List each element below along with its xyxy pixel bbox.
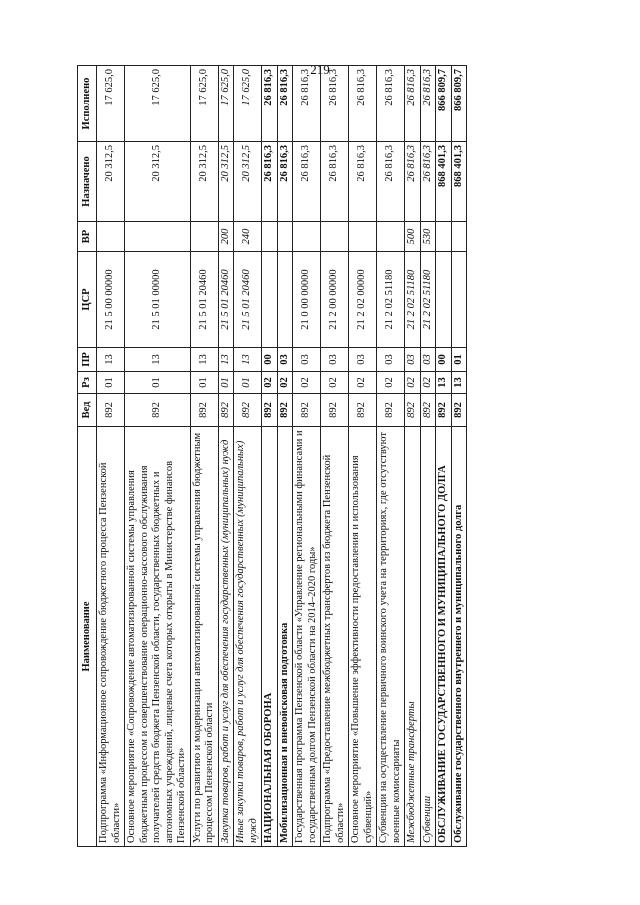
cell-name: Подпрограмма «Предоставление межбюджетных трансфертов из бюджета Пензенской области» [321,427,349,847]
table-row [349,66,377,847]
cell-vr [293,222,321,252]
cell-vr: 500 [405,222,421,252]
cell-name: Основное мероприятие «Сопровождение автоматизированной системы управления бюджетным процессом и совершенствование операционно-кассового обслуживания получателей средств бюджета Пензенской области, государственных бюджетных и автономных учреждений, лицевые счета которых открыты в Министерстве финансов Пензенской области» [125,427,191,847]
cell-rz: 01 [218,372,234,394]
table-row [125,66,191,847]
header-row [78,66,97,847]
cell-ved: 892 [451,394,467,427]
cell-executed: 17 625,0 [125,66,191,142]
cell-rz: 02 [293,372,321,394]
cell-assigned: 26 816,3 [262,142,278,222]
cell-executed: 17 625,0 [218,66,234,142]
cell-pr: 13 [218,348,234,372]
cell-executed: 26 816,3 [377,66,405,142]
table-row [277,66,293,847]
cell-rz: 13 [451,372,467,394]
cell-pr: 00 [436,348,452,372]
cell-executed: 26 816,3 [420,66,436,142]
cell-csr: 21 2 02 51180 [405,252,421,348]
cell-pr: 03 [405,348,421,372]
cell-executed: 26 816,3 [277,66,293,142]
table-row [321,66,349,847]
cell-executed: 26 816,3 [349,66,377,142]
cell-pr: 03 [349,348,377,372]
cell-ved: 892 [277,394,293,427]
cell-ved: 892 [436,394,452,427]
cell-pr: 03 [321,348,349,372]
col-header-assigned: Назначено [78,142,97,222]
cell-executed: 17 625,0 [190,66,218,142]
cell-csr [436,252,452,348]
cell-rz: 01 [97,372,125,394]
col-header-name: Наименование [78,427,97,847]
cell-csr: 21 2 00 00000 [321,252,349,348]
cell-vr [436,222,452,252]
cell-csr: 21 5 01 20460 [234,252,262,348]
table-body [97,66,467,847]
cell-rz: 02 [420,372,436,394]
cell-ved: 892 [420,394,436,427]
cell-name: Иные закупки товаров, работ и услуг для обеспечения государственных (муниципальных) нужд [234,427,262,847]
cell-csr [451,252,467,348]
table-row [293,66,321,847]
cell-executed: 26 816,3 [405,66,421,142]
cell-rz: 01 [234,372,262,394]
cell-executed: 866 809,7 [436,66,452,142]
cell-csr [277,252,293,348]
cell-pr: 03 [377,348,405,372]
cell-executed: 26 816,3 [262,66,278,142]
cell-rz: 02 [349,372,377,394]
cell-name: Межбюджетные трансферты [405,427,421,847]
cell-assigned: 26 816,3 [277,142,293,222]
cell-ved: 892 [97,394,125,427]
cell-rz: 02 [277,372,293,394]
table-row [190,66,218,847]
cell-rz: 02 [262,372,278,394]
cell-vr: 240 [234,222,262,252]
cell-csr: 21 5 00 00000 [97,252,125,348]
cell-pr: 01 [451,348,467,372]
cell-csr: 21 5 01 20460 [190,252,218,348]
cell-vr [349,222,377,252]
table-row [377,66,405,847]
cell-rz: 01 [190,372,218,394]
cell-vr [377,222,405,252]
cell-csr: 21 5 01 00000 [125,252,191,348]
cell-ved: 892 [293,394,321,427]
cell-vr [451,222,467,252]
cell-assigned: 20 312,5 [125,142,191,222]
cell-pr: 13 [190,348,218,372]
cell-rz: 02 [377,372,405,394]
cell-assigned: 26 816,3 [420,142,436,222]
cell-csr [262,252,278,348]
cell-ved: 892 [218,394,234,427]
cell-name: Государственная программа Пензенской области «Управление региональными финансами и государственным долгом Пензенской области на 2014–2020 годы» [293,427,321,847]
cell-name: Субвенции на осуществление первичного воинского учета на территориях, где отсутствуют военные комиссариаты [377,427,405,847]
cell-ved: 892 [377,394,405,427]
cell-assigned: 26 816,3 [321,142,349,222]
cell-assigned: 868 401,3 [451,142,467,222]
col-header-executed: Исполнено [78,66,97,142]
table-row [420,66,436,847]
rotated-table-area [77,66,564,847]
cell-executed: 866 809,7 [451,66,467,142]
cell-executed: 26 816,3 [321,66,349,142]
cell-vr [277,222,293,252]
cell-assigned: 26 816,3 [349,142,377,222]
cell-executed: 17 625,0 [234,66,262,142]
cell-ved: 892 [190,394,218,427]
cell-name: Закупка товаров, работ и услуг для обеспечения государственных (муниципальных) нужд [218,427,234,847]
cell-pr: 00 [262,348,278,372]
cell-name: Субвенции [420,427,436,847]
cell-csr: 21 2 02 00000 [349,252,377,348]
cell-ved: 892 [262,394,278,427]
page-number: 219 [310,62,330,77]
cell-name: Подпрограмма «Информационное сопровождение бюджетного процесса Пензенской области» [97,427,125,847]
cell-name: НАЦИОНАЛЬНАЯ ОБОРОНА [262,427,278,847]
cell-name: Основное мероприятие «Повышение эффективности предоставления и использования субвенций» [349,427,377,847]
cell-assigned: 20 312,5 [234,142,262,222]
cell-name: Услуги по развитию и модернизации автоматизированной системы управления бюджетным процессом Пензенской области [190,427,218,847]
cell-ved: 892 [234,394,262,427]
rotated-table-inner [77,66,564,847]
cell-assigned: 26 816,3 [377,142,405,222]
cell-name: Обслуживание государственного внутреннего и муниципального долга [451,427,467,847]
cell-pr: 03 [420,348,436,372]
cell-vr [190,222,218,252]
table-row [218,66,234,847]
col-header-rz: Рз [78,372,97,394]
cell-csr: 21 2 02 51180 [377,252,405,348]
table-row [405,66,421,847]
table-row [451,66,467,847]
cell-pr: 13 [97,348,125,372]
cell-csr: 21 2 02 51180 [420,252,436,348]
cell-csr: 21 5 01 20460 [218,252,234,348]
cell-pr: 03 [293,348,321,372]
cell-csr: 21 0 00 00000 [293,252,321,348]
col-header-pr: ПР [78,348,97,372]
cell-assigned: 26 816,3 [405,142,421,222]
cell-executed: 26 816,3 [293,66,321,142]
cell-ved: 892 [349,394,377,427]
cell-vr [125,222,191,252]
col-header-csr: ЦСР [78,252,97,348]
cell-vr [321,222,349,252]
cell-assigned: 26 816,3 [293,142,321,222]
table-row [234,66,262,847]
cell-rz: 02 [405,372,421,394]
cell-name: Мобилизационная и вневойсковая подготовка [277,427,293,847]
cell-ved: 892 [405,394,421,427]
cell-executed: 17 625,0 [97,66,125,142]
cell-vr: 200 [218,222,234,252]
cell-pr: 13 [234,348,262,372]
col-header-ved: Вед [78,394,97,427]
cell-ved: 892 [125,394,191,427]
budget-table [77,65,467,847]
cell-pr: 13 [125,348,191,372]
cell-assigned: 868 401,3 [436,142,452,222]
cell-ved: 892 [321,394,349,427]
table-row [97,66,125,847]
cell-vr [97,222,125,252]
cell-vr: 530 [420,222,436,252]
cell-rz: 02 [321,372,349,394]
cell-rz: 01 [125,372,191,394]
cell-assigned: 20 312,5 [190,142,218,222]
cell-pr: 03 [277,348,293,372]
cell-vr [262,222,278,252]
table-row [262,66,278,847]
cell-assigned: 20 312,5 [218,142,234,222]
cell-name: ОБСЛУЖИВАНИЕ ГОСУДАРСТВЕННОГО И МУНИЦИПАЛЬНОГО ДОЛГА [436,427,452,847]
table-row [436,66,452,847]
col-header-vr: ВР [78,222,97,252]
cell-assigned: 20 312,5 [97,142,125,222]
cell-rz: 13 [436,372,452,394]
